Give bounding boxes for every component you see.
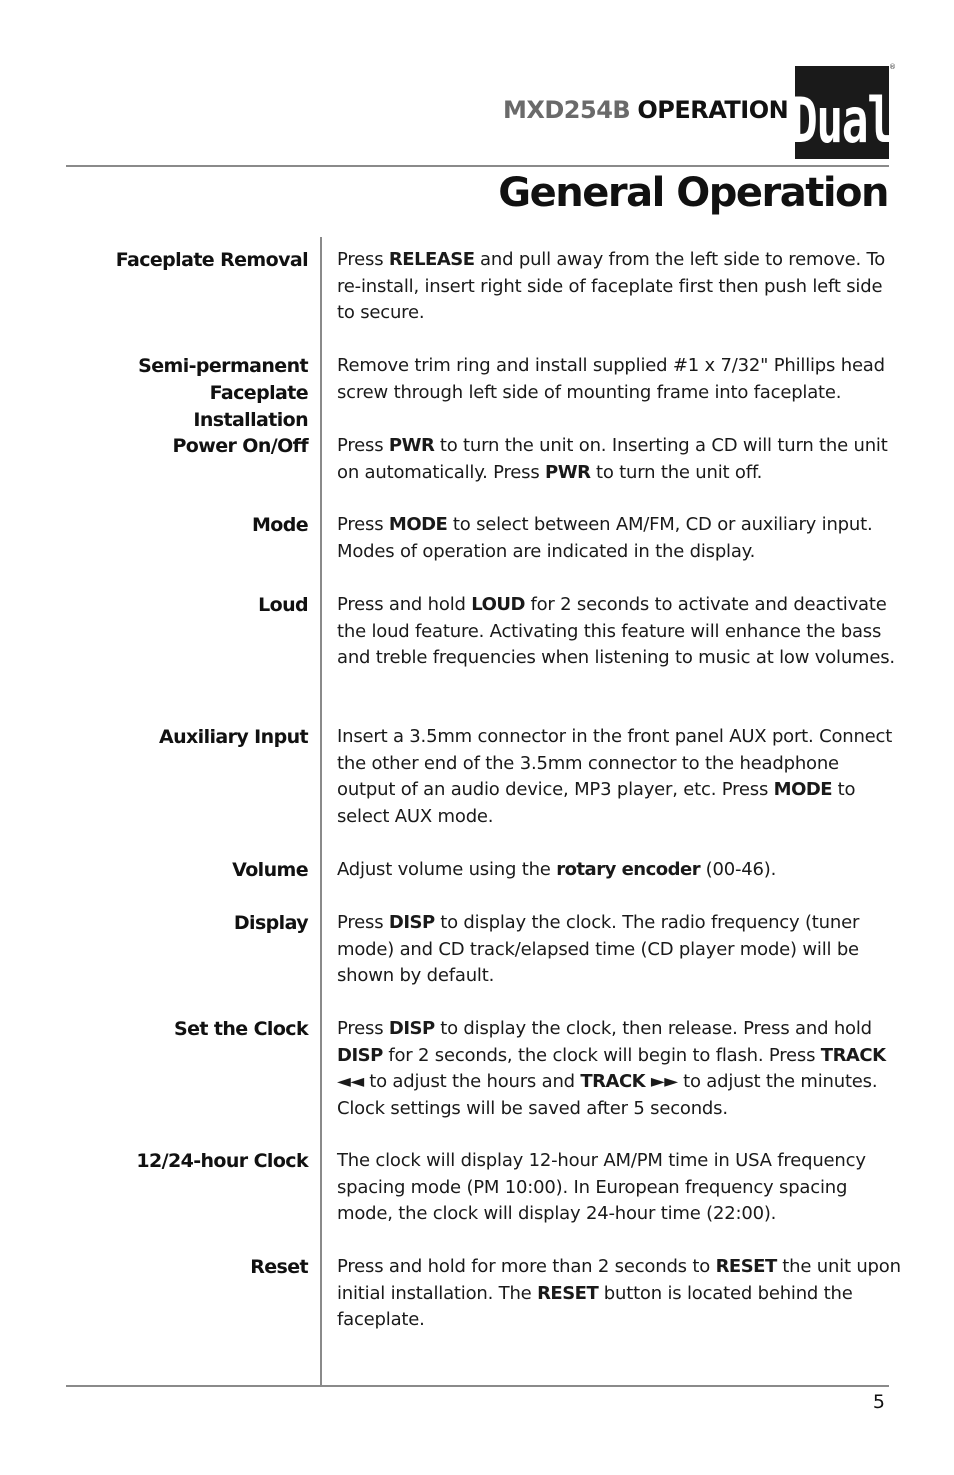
section-text-mode <box>337 512 901 565</box>
text-run: Press and hold <box>337 594 472 615</box>
text-run: to turn the unit on. Inserting a CD will turn the unit on automatically. Press <box>337 435 888 483</box>
section-text-power <box>337 433 901 486</box>
section-label-set-clock: Set the Clock <box>174 1018 308 1040</box>
text-run: Press <box>337 1018 389 1039</box>
section-label-mode: Mode <box>251 514 308 536</box>
text-run: to select between AM/FM, CD or auxiliary input. Modes of operation are indicated in the display. <box>337 514 873 562</box>
section-text-loud <box>337 592 901 672</box>
keyword-bold: DISP <box>388 1018 435 1039</box>
text-run: the unit upon initial installation. The <box>337 1256 901 1304</box>
keyword-bold: RESET <box>715 1256 777 1277</box>
section-label-semi-permanent-faceplate: Semi-permanent Faceplate Installation <box>138 355 308 431</box>
text-run: Press <box>337 514 389 535</box>
text-run: Adjust volume using the <box>337 859 557 880</box>
text-run: for 2 seconds to activate and deactivate the loud feature. Activating this feature will enhance the bass and treble frequencies when listening to music at low volumes. <box>337 594 895 669</box>
keyword-bold: TRACK ◄◄ <box>337 1044 886 1093</box>
keyword-bold: MODE <box>388 514 448 535</box>
text-run: to turn the unit off. <box>590 461 763 483</box>
section-label-12-24-clock: 12/24-hour Clock <box>136 1150 308 1172</box>
keyword-bold: RELEASE <box>388 249 475 270</box>
section-text-set-clock <box>337 1016 901 1122</box>
keyword-bold: PWR <box>388 435 435 456</box>
section-text-display <box>337 910 901 990</box>
page-title: General Operation <box>498 170 888 216</box>
header-divider <box>66 165 889 167</box>
section-label-faceplate-removal: Faceplate Removal <box>115 249 308 271</box>
text-run: button is located behind the faceplate. <box>337 1282 853 1331</box>
keyword-bold: DISP <box>388 912 435 933</box>
text-run: Press <box>337 912 389 933</box>
section-text-semi-permanent-faceplate <box>337 353 901 406</box>
section-text-volume <box>337 857 901 884</box>
text-run: to display the clock, then release. Press and hold <box>434 1018 872 1039</box>
text-run: and pull away from the left side to remove. To re-install, insert right side of faceplate first then push left side to secure. <box>337 249 886 324</box>
text-run: Press <box>337 435 389 456</box>
keyword-bold: LOUD <box>471 594 525 615</box>
dual-logo <box>795 66 889 159</box>
section-text-reset <box>337 1254 901 1334</box>
section-label-volume: Volume <box>232 859 308 881</box>
section-label-auxiliary-input: Auxiliary Input <box>158 726 308 748</box>
section-label-display: Display <box>233 912 308 934</box>
logo-text: Dual <box>795 84 889 157</box>
text-run: Press <box>337 249 389 270</box>
text-run: The clock will display 12-hour AM/PM time in USA frequency spacing mode (PM 10:00). In European frequency spacing mode, the clock will display 24-hour time (22:00). <box>337 1150 866 1225</box>
manual-header-title <box>503 96 788 124</box>
text-run: to display the clock. The radio frequency (tuner mode) and CD track/elapsed time (CD player mode) will be shown by default. <box>337 912 860 987</box>
keyword-bold: MODE <box>773 779 833 801</box>
text-run: Press and hold for more than 2 seconds to <box>337 1256 716 1277</box>
text-run: for 2 seconds, the clock will begin to flash. Press <box>382 1044 821 1066</box>
section-text-faceplate-removal <box>337 247 901 327</box>
text-run: (00-46). <box>700 859 777 880</box>
text-run: to adjust the minutes. Clock settings will be saved after 5 seconds. <box>337 1071 878 1119</box>
keyword-bold: RESET <box>537 1282 599 1304</box>
model-number: MXD254B <box>503 96 631 124</box>
column-divider <box>320 237 322 1386</box>
text-run: Insert a 3.5mm connector in the front panel AUX port. Connect the other end of the 3.5mm connector to the headphone output of an audio device, MP3 player, etc. Press <box>337 726 893 801</box>
section-text-12-24-clock <box>337 1148 901 1228</box>
section-label-loud: Loud <box>258 594 308 616</box>
keyword-bold: TRACK ►► <box>580 1071 678 1093</box>
text-run: Remove trim ring and install supplied #1 x 7/32" Phillips head screw through left side of mounting frame into faceplate. <box>337 355 885 403</box>
section-text-auxiliary-input <box>337 724 901 830</box>
section-label-power: Power On/Off <box>172 435 308 457</box>
page-number: 5 <box>872 1391 885 1413</box>
registered-mark: ® <box>889 63 896 71</box>
footer-divider <box>66 1385 889 1387</box>
keyword-bold: PWR <box>545 461 591 483</box>
section-label-reset: Reset <box>250 1256 308 1278</box>
keyword-bold: DISP <box>337 1044 383 1066</box>
text-run: to select AUX mode. <box>337 779 856 827</box>
operation-label: OPERATION <box>637 96 789 124</box>
text-run: to adjust the hours and <box>363 1071 581 1093</box>
keyword-bold: rotary encoder <box>556 859 701 880</box>
